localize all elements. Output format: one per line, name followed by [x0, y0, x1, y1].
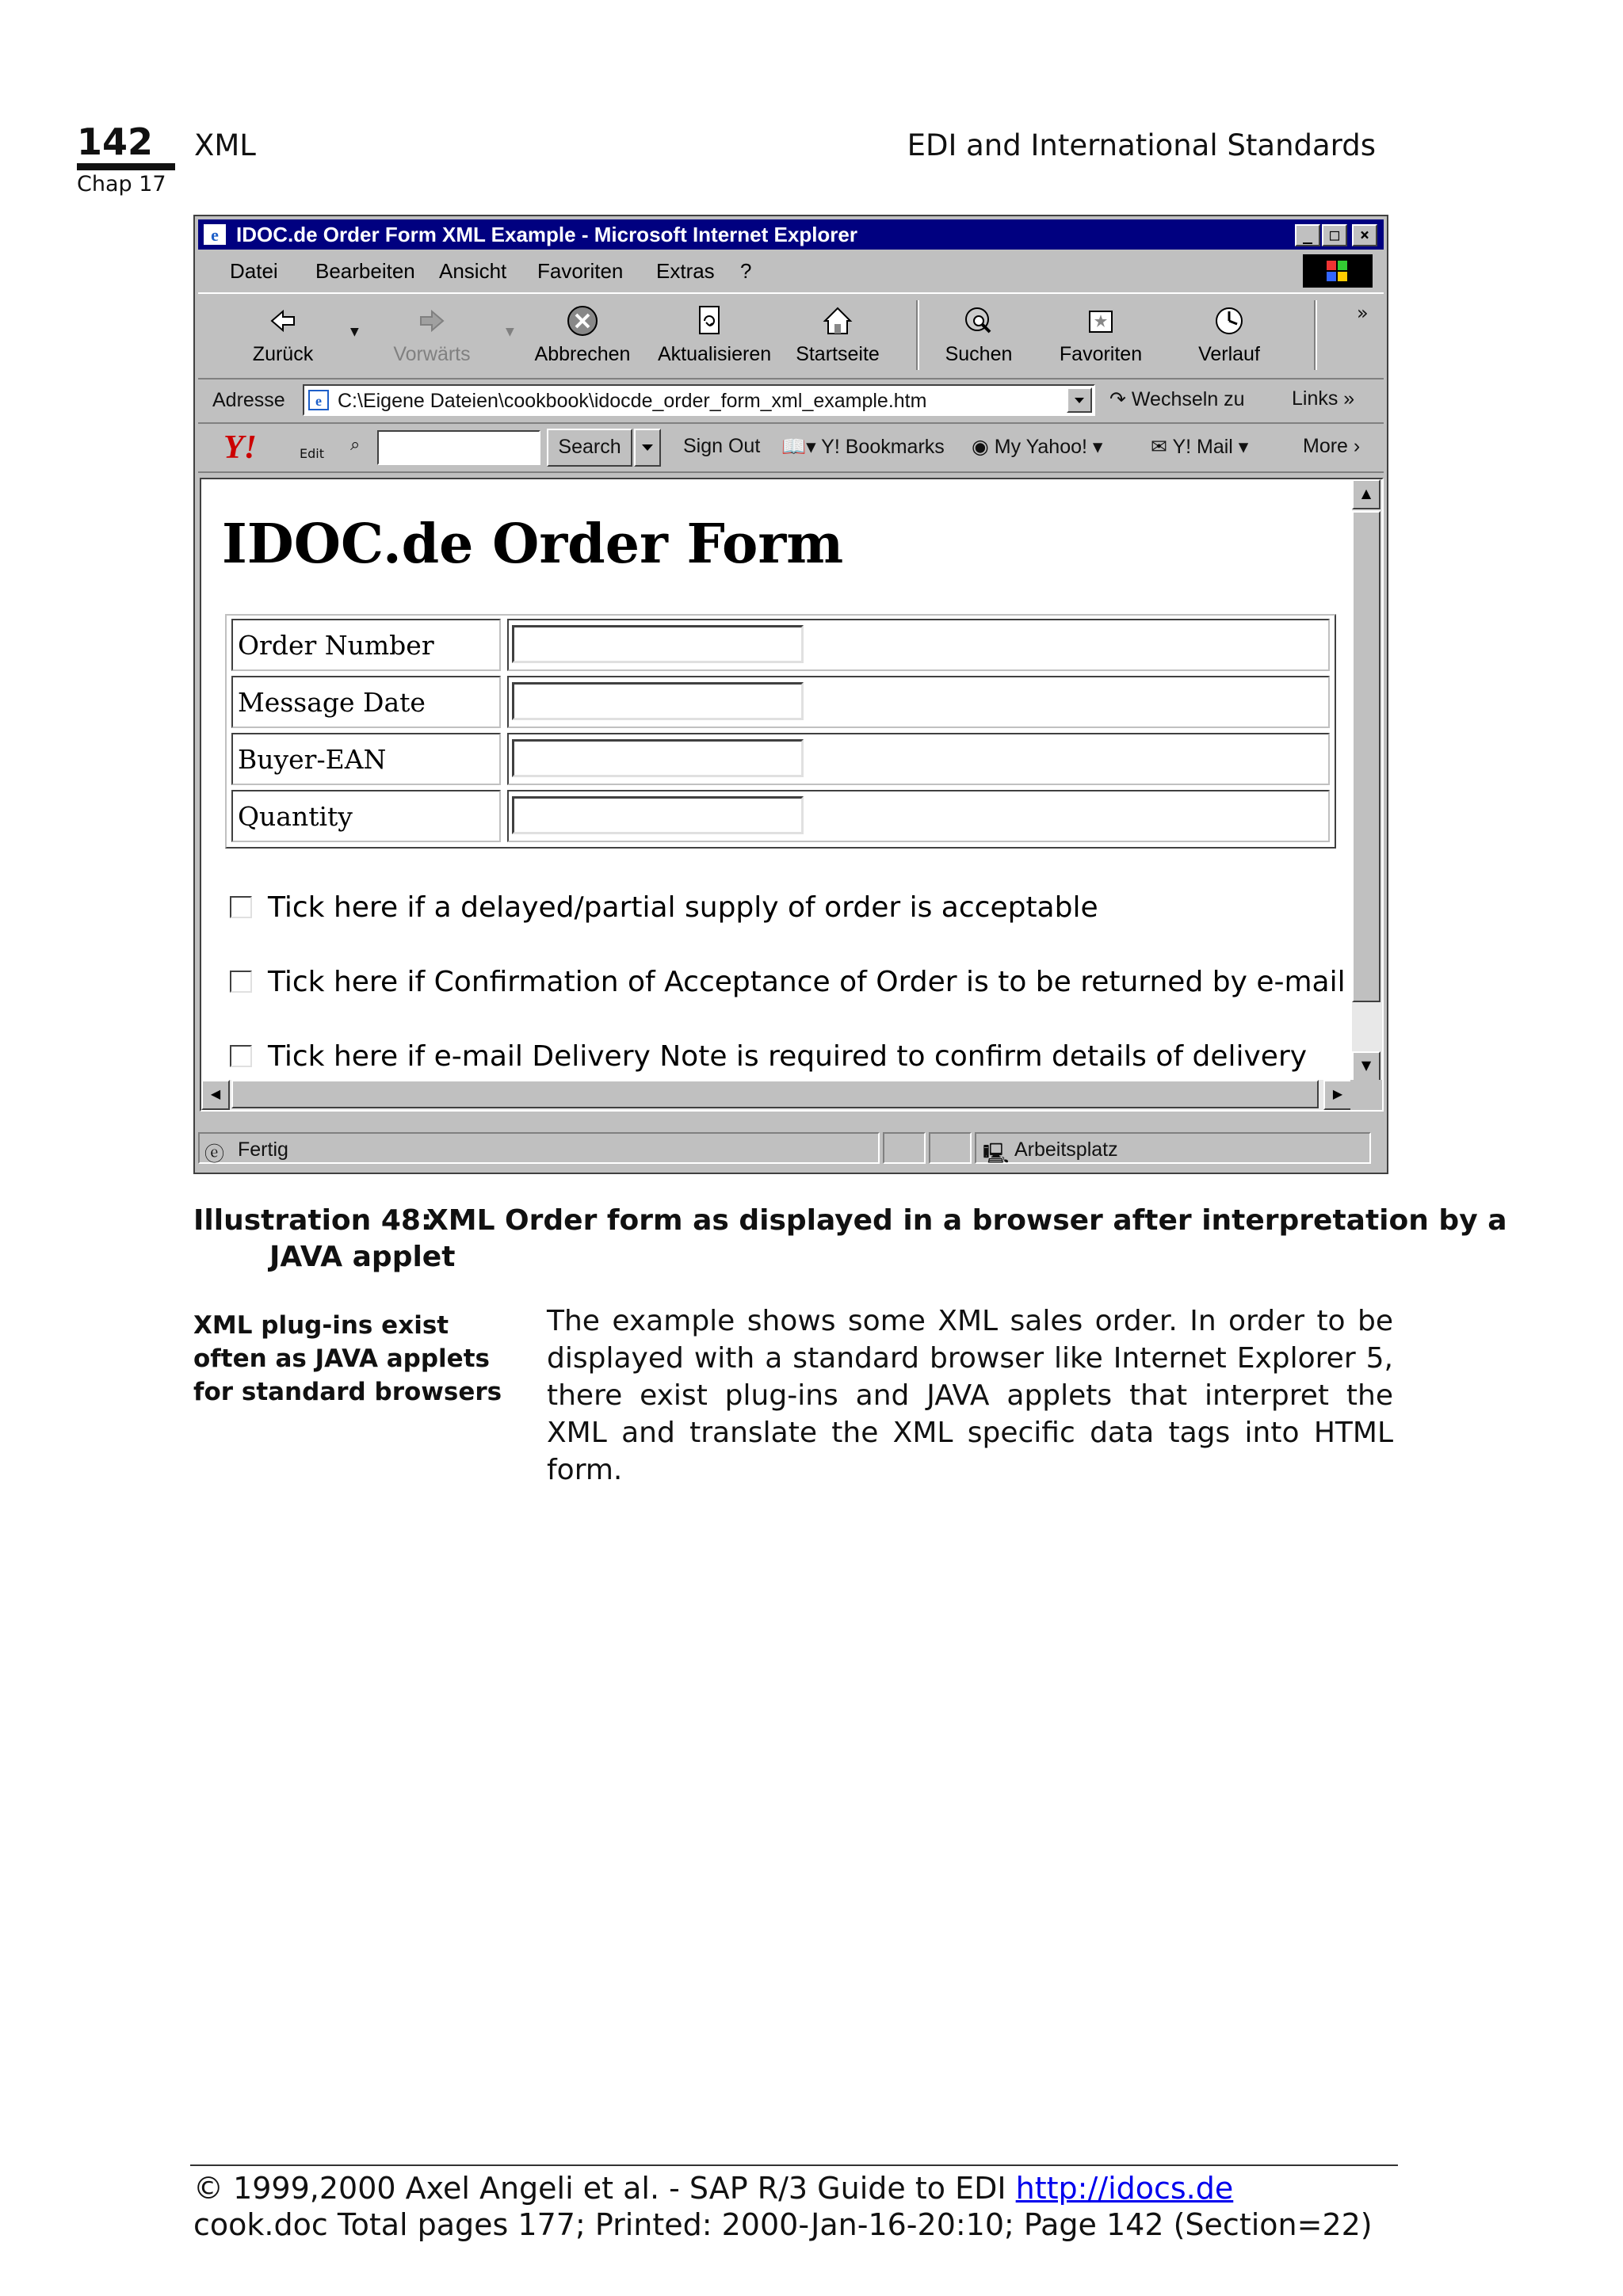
- footer-copyright: [193, 2171, 1233, 2206]
- ie-icon: [203, 223, 227, 246]
- horizontal-scroll-thumb[interactable]: [231, 1080, 1319, 1108]
- favorites-label: Favoriten: [1059, 343, 1143, 365]
- section-title: XML: [194, 128, 256, 162]
- field-input-cell: [507, 676, 1330, 728]
- delivery-note-checkbox[interactable]: [230, 1045, 252, 1067]
- body-paragraph: The example shows some XML sales order. In order to be displayed with a standard browser like Internet Explorer 5, there exist plug-ins and JAVA applets that interpret the XML and translate the XML specific data tags into HTML form.: [547, 1305, 1393, 1486]
- zone-label: Arbeitsplatz: [1014, 1138, 1118, 1161]
- horizontal-scrollbar[interactable]: [201, 1080, 1352, 1110]
- yahoo-search-button[interactable]: Search: [547, 429, 632, 467]
- yahoo-search-dropdown[interactable]: [634, 429, 661, 467]
- field-input-cell: [507, 733, 1330, 785]
- scroll-left-arrow-icon[interactable]: ◀: [201, 1080, 230, 1110]
- back-label: Zurück: [252, 343, 314, 365]
- field-label-cell: [231, 790, 501, 842]
- maximize-button[interactable]: □: [1322, 224, 1347, 246]
- scroll-corner: [1350, 1080, 1382, 1110]
- scroll-right-arrow-icon[interactable]: ▶: [1323, 1080, 1352, 1110]
- go-label: Wechseln zu: [1131, 388, 1245, 410]
- order-form-table: [225, 614, 1336, 849]
- table-row: [231, 733, 1330, 785]
- checkbox-row: [230, 1040, 1307, 1073]
- page-viewport: [200, 478, 1384, 1112]
- table-row: [231, 676, 1330, 728]
- bookmarks-label: Y! Bookmarks: [821, 436, 945, 458]
- margin-note: XML plug-ins exist often as JAVA applets for standard browsers: [193, 1311, 502, 1406]
- back-dropdown-icon[interactable]: ▼: [350, 326, 359, 338]
- partial-supply-label: Tick here if a delayed/partial supply of order is acceptable: [268, 891, 1098, 924]
- chevron-down-icon: [1068, 389, 1090, 411]
- address-input[interactable]: [303, 384, 1095, 416]
- back-arrow-icon: [265, 303, 300, 338]
- mail-link[interactable]: ✉ Y! Mail ▾: [1151, 436, 1249, 458]
- toolbar-separator: [916, 300, 919, 370]
- home-label: Startseite: [796, 343, 880, 365]
- menu-help[interactable]: ?: [740, 259, 752, 283]
- partial-supply-checkbox[interactable]: [230, 896, 252, 918]
- yahoo-logo[interactable]: Y!: [223, 429, 257, 466]
- order-number-label: Order Number: [238, 630, 434, 661]
- status-text: Fertig: [238, 1138, 288, 1161]
- address-value: C:\Eigene Dateien\cookbook\idocde_order_form_xml_example.htm: [338, 390, 927, 412]
- scroll-up-arrow-icon[interactable]: ▲: [1352, 479, 1381, 509]
- home-icon: [820, 303, 855, 338]
- vertical-scrollbar[interactable]: [1352, 479, 1382, 1081]
- buyer-ean-input[interactable]: [512, 739, 804, 777]
- address-bar: [198, 378, 1384, 424]
- my-yahoo-label: My Yahoo!: [994, 436, 1087, 458]
- field-input-cell: [507, 790, 1330, 842]
- svg-text:e: e: [211, 225, 219, 245]
- window-title: IDOC.de Order Form XML Example - Microsoft Internet Explorer: [236, 223, 857, 246]
- svg-text:e: e: [315, 393, 322, 409]
- page-icon: [307, 389, 330, 411]
- vertical-scroll-thumb[interactable]: [1352, 511, 1381, 1002]
- standard-toolbar: [198, 292, 1384, 379]
- mail-label: Y! Mail: [1172, 436, 1233, 458]
- title-bar: [198, 219, 1384, 250]
- illustration-label: Illustration 48:: [193, 1204, 433, 1237]
- website-link[interactable]: http://idocs.de: [1015, 2171, 1234, 2206]
- menu-ansicht[interactable]: Ansicht: [439, 259, 507, 283]
- more-label: More: [1303, 435, 1348, 457]
- status-pane: [883, 1132, 926, 1164]
- stop-label: Abbrechen: [534, 343, 631, 365]
- toolbar-separator: [1314, 300, 1317, 370]
- history-label: Verlauf: [1198, 343, 1260, 365]
- quantity-label: Quantity: [238, 801, 353, 832]
- menu-favoriten[interactable]: Favoriten: [537, 259, 624, 283]
- favorites-icon: [1083, 303, 1118, 338]
- refresh-icon: [692, 303, 727, 338]
- checkbox-row: [230, 966, 1346, 998]
- address-dropdown-button[interactable]: [1067, 387, 1092, 413]
- buyer-ean-label: Buyer-EAN: [238, 744, 387, 775]
- checkbox-row: [230, 891, 1098, 924]
- delivery-note-label: Tick here if e-mail Delivery Note is required to confirm details of delivery: [268, 1040, 1308, 1073]
- page-number: 142: [77, 120, 154, 163]
- menu-bar: [198, 253, 1384, 289]
- quantity-input[interactable]: [512, 796, 804, 834]
- refresh-label: Aktualisieren: [658, 343, 772, 365]
- toolbar-more-chevron[interactable]: »: [1357, 302, 1369, 324]
- illustration-caption-continued: JAVA applet: [269, 1241, 456, 1273]
- field-label-cell: [231, 619, 501, 671]
- refresh-button[interactable]: [658, 300, 772, 372]
- footer-rule: [190, 2164, 1398, 2166]
- go-button[interactable]: ↷ Wechseln zu: [1109, 388, 1245, 410]
- menu-extras[interactable]: Extras: [656, 259, 715, 283]
- status-page-icon: ⓔ: [204, 1143, 225, 1165]
- sign-out-link[interactable]: Sign Out: [683, 435, 761, 457]
- my-yahoo-link[interactable]: ◉ My Yahoo! ▾: [972, 436, 1103, 458]
- stop-button[interactable]: [531, 300, 634, 372]
- illustration-caption: XML Order form as displayed in a browser after interpretation by a: [426, 1204, 1507, 1237]
- yahoo-search-input[interactable]: [377, 430, 540, 465]
- forward-button[interactable]: [380, 300, 483, 372]
- status-zone-pane: [975, 1132, 1371, 1164]
- back-button[interactable]: [231, 300, 334, 372]
- history-icon: [1212, 303, 1247, 338]
- windows-logo-icon: [1303, 254, 1373, 288]
- status-pane: [929, 1132, 972, 1164]
- scroll-down-arrow-icon[interactable]: ▼: [1352, 1051, 1381, 1081]
- browser-window: [193, 215, 1388, 1174]
- field-label-cell: [231, 733, 501, 785]
- address-label: Adresse: [212, 389, 285, 411]
- table-row: [231, 790, 1330, 842]
- page-number-rule: [77, 163, 175, 170]
- search-label: Suchen: [945, 343, 1013, 365]
- field-label-cell: [231, 676, 501, 728]
- search-icon: ⌕: [350, 435, 361, 455]
- home-button[interactable]: [786, 300, 889, 372]
- status-main-pane: [198, 1132, 880, 1164]
- status-bar: [198, 1129, 1384, 1169]
- message-date-input[interactable]: [512, 682, 804, 720]
- links-button[interactable]: Links »: [1292, 387, 1355, 410]
- menu-datei[interactable]: Datei: [230, 259, 278, 283]
- bookmarks-link[interactable]: 📖▾ Y! Bookmarks: [781, 436, 945, 458]
- computer-icon: 🖳: [983, 1142, 1010, 1165]
- message-date-label: Message Date: [238, 687, 426, 718]
- favorites-button[interactable]: [1049, 300, 1152, 372]
- search-button[interactable]: [927, 300, 1030, 372]
- confirmation-email-label: Tick here if Confirmation of Acceptance of Order is to be returned by e-mail: [268, 966, 1346, 998]
- chevron-down-icon: [636, 430, 659, 465]
- order-number-input[interactable]: [512, 625, 804, 663]
- history-button[interactable]: [1178, 300, 1281, 372]
- forward-label: Vorwärts: [393, 343, 471, 365]
- table-row: [231, 619, 1330, 671]
- forward-arrow-icon: [414, 303, 449, 338]
- chapter-label: Chap 17: [77, 172, 166, 196]
- more-link[interactable]: More ›: [1303, 435, 1361, 457]
- stop-icon: [565, 303, 600, 338]
- footer-document-info: cook.doc Total pages 177; Printed: 2000-Jan-16-20:10; Page 142 (Section=22): [193, 2207, 1373, 2242]
- field-input-cell: [507, 619, 1330, 671]
- menu-bearbeiten[interactable]: Bearbeiten: [315, 259, 415, 283]
- minimize-button[interactable]: _: [1295, 224, 1320, 246]
- search-globe-icon: [961, 303, 996, 338]
- confirmation-email-checkbox[interactable]: [230, 971, 252, 993]
- form-heading: IDOC.de Order Form: [222, 513, 844, 576]
- forward-dropdown-icon[interactable]: ▼: [506, 326, 514, 338]
- edit-button[interactable]: Edit: [300, 446, 324, 461]
- yahoo-companion-bar: [198, 424, 1384, 473]
- book-title: EDI and International Standards: [907, 128, 1376, 162]
- close-button[interactable]: ×: [1352, 224, 1377, 246]
- copyright-text: © 1999,2000 Axel Angeli et al. - SAP R/3 Guide to EDI: [193, 2171, 1006, 2206]
